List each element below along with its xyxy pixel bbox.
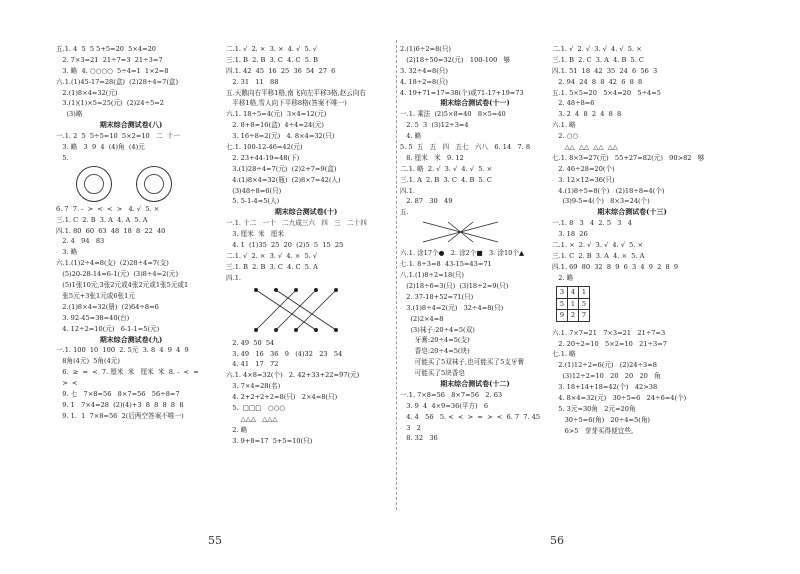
answer-line: 2. 87 30 49 (400, 197, 453, 206)
page-right (400, 0, 800, 574)
magic-square-figure (552, 284, 712, 328)
answer-line: 3. 12×12=36(只) (552, 175, 615, 184)
answer-line: 2. 49 50 54 (226, 338, 275, 347)
answer-line: 4.(1)8×4=32(瓶) (2)8×7=42(人) (226, 175, 341, 184)
answer-line: 三.1. C 2. B 3. A 4. A 5. A (56, 215, 148, 224)
answer-line: 四.1. 42 45 16 25 36 54 27 6 (226, 66, 336, 75)
answer-line: (3)48÷8=6(只) (226, 186, 282, 195)
answer-line: 3.(1)28÷4=7(元) (2)2+7=9(盒) (226, 164, 337, 173)
answer-line: 一.1. 十二 一十 二九成三六 四 三 二十四 (226, 219, 367, 228)
answer-line: 2. 4 94 83 (56, 237, 105, 246)
answer-line: 4. 18÷2=8(只) (400, 77, 448, 86)
answer-line: 3. 厘米 米 厘米 (226, 230, 285, 239)
answer-line: 四.1. (400, 186, 415, 195)
answer-line: 五. (400, 208, 409, 217)
answer-line: 5. □□□ ○○○ (226, 403, 286, 412)
answer-line: 一.1. 2 5 5÷5=10 5×2=10 二 十一 (56, 132, 180, 141)
test-title: 期末综合测试卷(十) (274, 207, 338, 217)
answer-line: 2.(1)6÷2=8(只) (400, 45, 452, 53)
answer-line: 2.(1)12÷2=6(元) (2)24÷3=8 (552, 361, 657, 370)
number-wheel-figure (76, 166, 112, 202)
answer-line: 可能买了5块香皂 (400, 369, 466, 378)
answer-line: 2. 5 3 (3)12÷3=4 (400, 121, 469, 130)
answer-line: 4. 4 56 5. < < > = > < 6. 7 7. 45 (400, 412, 541, 421)
answer-line: 5. 5-1-4=5(人) (226, 197, 280, 206)
answer-line: (2)18÷50=32(元) 100-100 够 (400, 55, 511, 64)
matching-lines-figure (226, 284, 386, 338)
answer-line: 四.1. 69 80 32 8 9 6 3 4 9 2 8 9 (552, 262, 679, 271)
answer-line: 3.(1)(1)×5=25(元) (2)24÷5=2 (56, 99, 164, 108)
magic-square-cell: 7 (579, 310, 590, 322)
answer-line: 5. (56, 153, 69, 162)
answer-line: 2. 37-18+52=71(只) (400, 292, 474, 301)
answer-line: 8角(4元) 5角(4元) (56, 357, 120, 366)
answer-line: 8. 32 36 (400, 434, 438, 443)
answer-line: 二.1. × 2. √ 3. √ 4. √ 5. × (552, 241, 644, 250)
answer-line: 3. 32÷4=8(只) (400, 66, 448, 75)
answer-line: 三.1. B 2. B 3. C 4. C 5. A (226, 262, 318, 271)
magic-square-cell: 3 (557, 286, 568, 298)
answer-line: (5)1张10元,3张2元或4张2元或1张5元或1 (56, 281, 189, 290)
answer-line: 香皂:20÷4=5(块) (400, 347, 470, 356)
answer-line: 四.1. 51 18 42 35 24 6 56 3 (552, 66, 658, 75)
answer-line: 5. 5 五 五 四 五七 六八 6. 14 7. 8 (400, 143, 531, 152)
answer-line: 2. 略 (226, 425, 248, 434)
answer-line: (3)12÷2=10 20 20 20 角 (552, 372, 661, 381)
answer-line: 二.1. √ 2. × 3. × 4. √ 5. √ (226, 45, 318, 53)
clock-dial-figures (56, 164, 206, 204)
answer-line: 2. 8+8=16(盒) 4÷4=24(元) (226, 121, 325, 130)
answer-line: 七.1. 100-12-46=42(元) (226, 143, 303, 152)
answer-line: 五.1. 5×5=20 5×4=20 5÷4=5 (552, 88, 661, 97)
answer-line: 4. 略 (400, 132, 422, 141)
answer-line: 4. 19+71=17=38(个)或71-17+19=73 (400, 88, 524, 97)
test-title: 期末综合测试卷(九) (99, 334, 163, 344)
answer-line: 3. 略 (56, 248, 78, 257)
answer-line: 3. 7×4=28(名) (226, 382, 281, 391)
test-title: 期末综合测试卷(十三) (597, 207, 667, 217)
answer-line: 三.1. A 2. B 3. C 4. B 5. C (400, 175, 492, 184)
answer-line: 二.1. √ 2. √ 3. √ 4. √ 5. × (552, 45, 642, 53)
answer-column-3 (400, 44, 550, 444)
answer-line: 牙膏:20÷4=5(支) (400, 336, 470, 345)
answer-line: 六.1.(1)2÷4=8(支) (2)28÷4=7(支) (56, 259, 169, 268)
answer-line: 8. 厘米 米 9. 12 (400, 153, 464, 162)
answer-line: (2)2×4=8 (400, 314, 444, 323)
answer-line: 2. 94 24 8 8 42 6 8 8 (552, 77, 643, 86)
answer-line: 三.1. B 2. C 3. A 4. B 5. C (552, 55, 644, 64)
magic-square-cell: 5 (557, 298, 568, 310)
answer-line: 3. 18+14+18=42(个) 42>38 (552, 383, 658, 392)
test-title: 期末综合测试卷(八) (99, 120, 163, 130)
answer-line: 3 2 (400, 423, 421, 432)
answer-line: 3. 16÷8=2(元) 4. 8×4=32(只) (226, 132, 335, 141)
answer-line: 八.1.(1)8÷2=18(只) (400, 271, 464, 280)
magic-square-cell: 5 (579, 298, 590, 310)
answer-line: 2. 7×3=21 21÷7=3 21÷3=7 (56, 55, 163, 64)
answer-line: 四.1. (226, 273, 241, 282)
magic-square-cell: 4 (568, 286, 579, 298)
answer-line: △△△ △△△ (226, 414, 278, 423)
answer-line: 五.天鹅向右平移1格,南飞向左平移3格,赵云向右 (226, 88, 366, 97)
answer-line: (5)20-28-14=6-1(元) (3)8÷4=2(元) (56, 270, 179, 279)
answer-column-4 (552, 44, 712, 437)
answer-line: 3. 9+8=17 5+5=10(只) (226, 436, 313, 445)
answer-line: 三.1. B 2. B 3. C 4. C 5. B (226, 55, 319, 64)
answer-line: 30÷5=6(角) 20÷4=5(角) (552, 415, 651, 424)
answer-line: 4. 2+2+2+2=8(只) 2×4=8(只) (226, 393, 338, 402)
answer-line: 六.1. 涂17个● 2. 涂2个■ 3. 涂10个▲ (400, 249, 525, 258)
answer-line: (3)9-5=4(个) 8×3=24(个) (552, 197, 650, 206)
page-divider (396, 40, 397, 510)
number-wheel-figure (136, 166, 172, 202)
answer-line: 3.(1)8÷4=2(元) 32÷4=8(只) (400, 303, 504, 312)
answer-line: > < (56, 379, 78, 388)
magic-square-cell: 9 (557, 310, 568, 322)
magic-square-cell: 1 (579, 286, 590, 298)
answer-line: 3. 略 3 9 4 (4)角 (4)元 (56, 143, 145, 152)
answer-line: 二.1. √ 2. × 3. √ 4. × 5. √ (226, 251, 318, 260)
answer-line: 2.(1)8×4=32(册) (2)64÷8=6 (56, 302, 159, 311)
answer-line: 六.1. 18÷5=4(元) 3×4=12(元) (226, 110, 327, 119)
answer-line: 6. ≥ = < 7. 厘米 米 厘米 米 8. - < = (56, 368, 199, 377)
answer-line: 张5元+3张1元或6张1元 (56, 291, 135, 300)
answer-line: 五.1. 4 5 5 5+5=20 5×4=20 (56, 45, 156, 53)
answer-line: 2. ○○ (552, 132, 579, 141)
answer-line: 2. 略 (552, 273, 574, 282)
answer-line: 六.1.(1)45-17=28(盒) (2)28÷4=7(盒) (56, 77, 179, 86)
answer-line: 2.(1)8×4=32(元) (56, 88, 118, 97)
answer-line: 七.1. 8÷3=8 43-15=43=71 (400, 260, 492, 269)
crossing-lines-figure (400, 218, 550, 248)
answer-line: 3. 92-45=38=40(台) (56, 313, 130, 322)
answer-line: 6>5 芽芽买得便宜些。 (552, 426, 638, 435)
answer-line: 2. 48÷8=6 (552, 99, 595, 108)
test-title: 期末综合测试卷(十二) (440, 378, 510, 388)
answer-line: 七.1. 略 (552, 350, 576, 359)
answer-line: 七.1. 8×3=27(元) 55+27=82(元) 90>82 够 (552, 153, 705, 162)
page-number-left: 55 (208, 534, 222, 547)
answer-line: (2)18÷6=3(只) (3)18÷2=9(只) (400, 281, 509, 290)
answer-line: 4. 8×4=32(元) 30÷5=6 24÷6=4(个) (552, 393, 687, 402)
answer-line: (3)略 (56, 110, 83, 119)
answer-line: 5. 3元=30角 2元=20角 (552, 404, 636, 413)
answer-line: 3. 2 4 8 2 4 8 8 (552, 110, 622, 119)
answer-column-2 (226, 44, 386, 447)
answer-line: △△ △△ △△ △△ (552, 143, 618, 152)
page-left (0, 0, 396, 574)
answer-line: 3. 18 26 (552, 230, 588, 239)
test-title: 期末综合测试卷(十一) (440, 98, 510, 108)
answer-line: 6. 7 7. - > < < > 4. √ 5. × (56, 204, 160, 213)
answer-line: 2. 31 11 88 (226, 77, 279, 86)
answer-line: 2. 46÷28=20(个) (552, 164, 615, 173)
page-number-right: 56 (550, 534, 564, 547)
answer-line: 2. 20÷2=10 5×2=10 21÷3=7 (552, 339, 667, 348)
answer-line: 三.1. C 2. B 3. A 4. × 5. A (552, 251, 645, 260)
answer-column-1 (56, 44, 206, 422)
answer-line: 4. 1 (1)35 25 20 (2)5 5 15 25 (226, 241, 344, 250)
answer-line: 一.1. 乘法 (2)5×8=40 8×5=40 (400, 110, 506, 119)
answer-line: 4. 41 17 72 (226, 360, 279, 369)
answer-line: 2. 23+44-19=48(下) (226, 153, 300, 162)
answer-line: (3)袜子:20÷4=5(双) (400, 325, 475, 334)
answer-line: 9. 1 7×4=28 (2)(4)+3 8 8 8 8 8 (56, 400, 184, 409)
answer-line: 3. 略 4. ○○○○ 5÷4=1 1×2=8 (56, 66, 169, 75)
answer-line: 六.1. 7×7=21 7×3=21 21÷7=3 (552, 328, 666, 337)
answer-line: 9. 1. 1 7×8=56 2(后两空答案不唯一) (56, 411, 184, 420)
answer-line: 3. 49 16 36 9 (4)32 23 54 (226, 349, 343, 358)
answer-line: 9. 七 7×8=56 8×7=56 56÷8=7 (56, 389, 180, 398)
magic-square-cell: 1 (568, 298, 579, 310)
answer-line: 六.1. 略 (552, 121, 576, 130)
answer-line: 二.1. 略 2. √ 3. √ 4. √ 5. × (400, 164, 493, 173)
answer-line: 可能买了5双袜子,也可能买了5支牙膏 (400, 358, 525, 367)
answer-line: 平移1格,雪人向下平移8格(答案不唯一) (226, 99, 347, 108)
answer-line: 4.(1)8÷5=8(个) (2)18÷8=4(个) (552, 186, 665, 195)
answer-line: 四.1. 80 60 63 48 18 8 22 40 (56, 226, 166, 235)
answer-line: 3. 9 4 4×9=36(平方) 6 (400, 401, 489, 410)
answer-line: 一.1. 8 3 4 2. 5 3 4 (552, 219, 632, 228)
answer-line: 一.1. 7×8=56 8×7=56 2. 63 (400, 390, 503, 399)
magic-square-cell: 2 (568, 310, 579, 322)
answer-line: 六.1. 4×8=32(个) 2. 42+33+22=97(元) (226, 371, 360, 380)
answer-line: 4. 12÷2=10(元) 6-1-1=5(元) (56, 324, 160, 333)
answer-line: 一.1. 100 10 100 2. 5元 3. 8 4 9 4 9 (56, 346, 189, 355)
